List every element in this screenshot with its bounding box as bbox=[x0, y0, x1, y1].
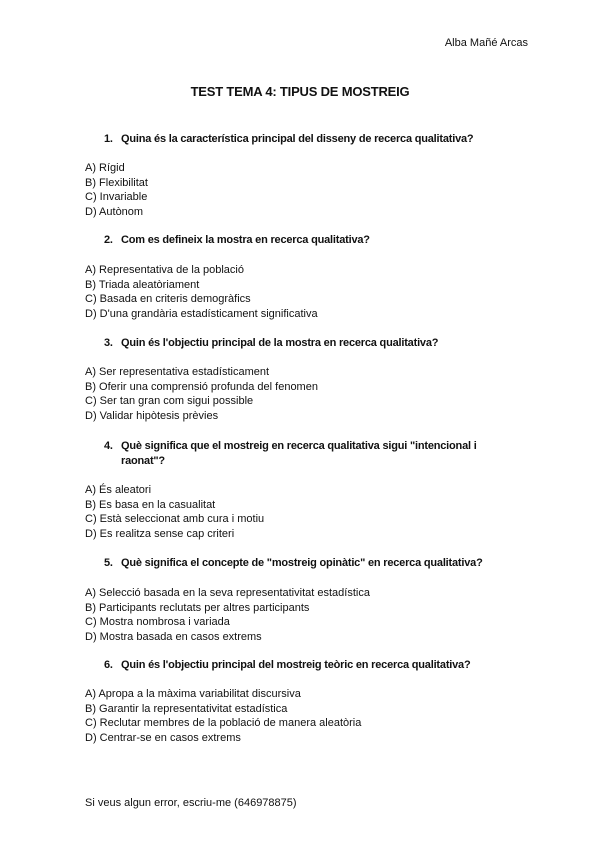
answer-option: B) Flexibilitat bbox=[85, 176, 148, 189]
answer-option: D) Autònom bbox=[85, 205, 144, 218]
answer-option: D) Es realitza sense cap criteri bbox=[85, 527, 235, 540]
answer-option: B) Participants reclutats per altres participants bbox=[85, 601, 310, 614]
answer-option: A) Ser representativa estadísticament bbox=[85, 366, 270, 378]
answer-option: A) Apropa a la màxima variabilitat discursiva bbox=[85, 688, 301, 700]
answer-option: B) Oferir una comprensió profunda del fenomen bbox=[85, 380, 318, 393]
question-text: Quin és l'objectiu principal del mostreig teòric en recerca qualitativa? bbox=[121, 659, 471, 671]
answer-option: B) Triada aleatòriament bbox=[85, 278, 200, 291]
answer-option: B) Garantir la representativitat estadística bbox=[85, 702, 288, 715]
answer-option: A) Selecció basada en la seva representativitat estadística bbox=[85, 587, 370, 599]
question-text: Què significa el concepte de "mostreig opinàtic" en recerca qualitativa? bbox=[121, 557, 483, 569]
answer-option: C) Reclutar membres de la població de manera aleatòria bbox=[85, 717, 362, 730]
question-number: 2. bbox=[104, 234, 113, 246]
answer-option: C) Ser tan gran com sigui possible bbox=[85, 395, 254, 408]
footer-note: Si veus algun error, escriu-me (646978875) bbox=[85, 797, 297, 809]
question-text: Quina és la característica principal del disseny de recerca qualitativa? bbox=[121, 133, 474, 145]
question-number: 3. bbox=[104, 337, 113, 349]
answer-option: D) D'una grandària estadísticament significativa bbox=[85, 307, 318, 320]
answer-option: C) Invariable bbox=[85, 191, 148, 204]
question-number: 6. bbox=[104, 659, 113, 671]
answer-option: B) Es basa en la casualitat bbox=[85, 498, 216, 511]
answer-option: C) Està seleccionat amb cura i motiu bbox=[85, 513, 265, 526]
answer-option: A) Representativa de la població bbox=[85, 264, 244, 276]
document-title: TEST TEMA 4: TIPUS DE MOSTREIG bbox=[190, 84, 410, 99]
question-text: Què significa que el mostreig en recerca qualitativa sigui "intencional i raonat"? bbox=[121, 440, 477, 467]
answer-option: C) Basada en criteris demogràfics bbox=[85, 293, 251, 306]
question-number: 1. bbox=[104, 133, 113, 145]
answer-option: D) Mostra basada en casos extrems bbox=[85, 630, 262, 643]
answer-option: A) És aleatori bbox=[85, 484, 152, 496]
question-number: 4. bbox=[104, 440, 113, 452]
answer-option: C) Mostra nombrosa i variada bbox=[85, 616, 230, 629]
question-text: Quin és l'objectiu principal de la mostra en recerca qualitativa? bbox=[121, 337, 439, 349]
answer-option: D) Validar hipòtesis prèvies bbox=[85, 409, 219, 422]
answer-option: A) Rígid bbox=[85, 162, 125, 174]
question-number: 5. bbox=[104, 557, 113, 569]
answer-option: D) Centrar-se en casos extrems bbox=[85, 731, 241, 744]
question-text: Com es defineix la mostra en recerca qualitativa? bbox=[121, 234, 370, 246]
author-name: Alba Mañé Arcas bbox=[444, 37, 528, 49]
